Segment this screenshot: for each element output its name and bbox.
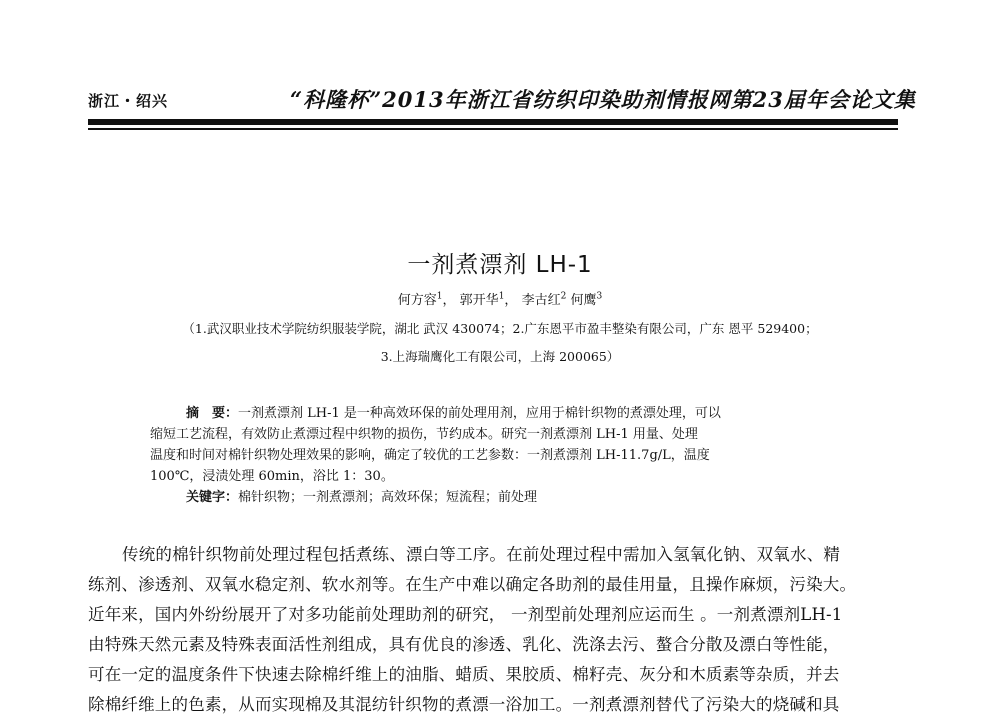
abstract-line-4: 100℃，浸渍处理 60min，浴比 1：30。 bbox=[150, 469, 394, 484]
author-affil-mark: 1 bbox=[498, 291, 505, 302]
header-proceedings-title: “科隆杯”2013年浙江省纺织印染助剂情报网第23届年会论文集 bbox=[290, 87, 916, 112]
body-line-6: 除棉纤维上的色素，从而实现棉及其混纺针织物的煮漂一浴加工。一剂煮漂剂替代了污染大的烧碱和具 bbox=[88, 695, 840, 714]
author-affil-mark: 3 bbox=[596, 291, 603, 302]
author-affil-mark: 1 bbox=[436, 291, 443, 302]
abstract-line-2: 缩短工艺流程，有效防止煮漂过程中织物的损伤，节约成本。研究一剂煮漂剂 LH-1 用量、处理 bbox=[150, 427, 698, 442]
header-location: 浙江・绍兴 bbox=[88, 92, 169, 110]
body-line-2: 练剂、渗透剂、双氧水稳定剂、软水剂等。在生产中难以确定各助剂的最佳用量，且操作麻烦，污染大。 bbox=[88, 575, 857, 594]
abstract-line-3: 温度和时间对棉针织物处理效果的影响，确定了较优的工艺参数：一剂煮漂剂 LH-11.7g/L，温度 bbox=[150, 448, 710, 463]
affiliation-line-2: 3.上海瑞鹰化工有限公司，上海 200065） bbox=[380, 349, 620, 364]
affiliation-line-1: （1.武汉职业技术学院纺织服装学院，湖北 武汉 430074；2.广东恩平市盈丰整染有限公司，广东 恩平 529400； bbox=[182, 321, 818, 336]
author-name: 李古红 bbox=[521, 293, 561, 308]
keywords-label: 关键字： bbox=[186, 490, 239, 505]
body-line-5: 可在一定的温度条件下快速去除棉纤维上的油脂、蜡质、果胶质、棉籽壳、灰分和木质素等杂质，并去 bbox=[88, 665, 840, 684]
body-line-4: 由特殊天然元素及特殊表面活性剂组成，具有优良的渗透、乳化、洗涤去污、螯合分散及漂白等性能， bbox=[88, 635, 840, 654]
author-name: 何方容 bbox=[397, 293, 437, 308]
body-line-1: 传统的棉针织物前处理过程包括煮练、漂白等工序。在前处理过程中需加入氢氧化钠、双氧水、精 bbox=[122, 545, 841, 564]
abstract-label: 摘 要： bbox=[186, 406, 239, 421]
abstract-line-1 bbox=[186, 402, 721, 421]
header-rule-thick bbox=[88, 119, 898, 125]
keywords-line bbox=[186, 486, 537, 505]
body-line-3: 近年来，国内外纷纷展开了对多功能前处理助剂的研究， 一剂型前处理剂应运而生 。一剂煮漂剂LH-1 bbox=[88, 605, 843, 624]
header-rule-thin bbox=[88, 128, 898, 130]
author-affil-mark: 2 bbox=[560, 291, 567, 302]
abstract-text: 一剂煮漂剂 LH-1 是一种高效环保的前处理用剂，应用于棉针织物的煮漂处理，可以 bbox=[238, 406, 721, 421]
author-list: 何方容$^1$， 郭开华$^1$， 李古红$^2$ 何鹰$^3$ bbox=[397, 291, 603, 308]
author-name: 郭开华 bbox=[459, 293, 499, 308]
keywords-text: 棉针织物；一剂煮漂剂；高效环保；短流程；前处理 bbox=[238, 490, 538, 505]
paper-title: 一剂煮漂剂 LH-1 bbox=[407, 252, 593, 278]
author-name: 何鹰 bbox=[570, 293, 597, 308]
